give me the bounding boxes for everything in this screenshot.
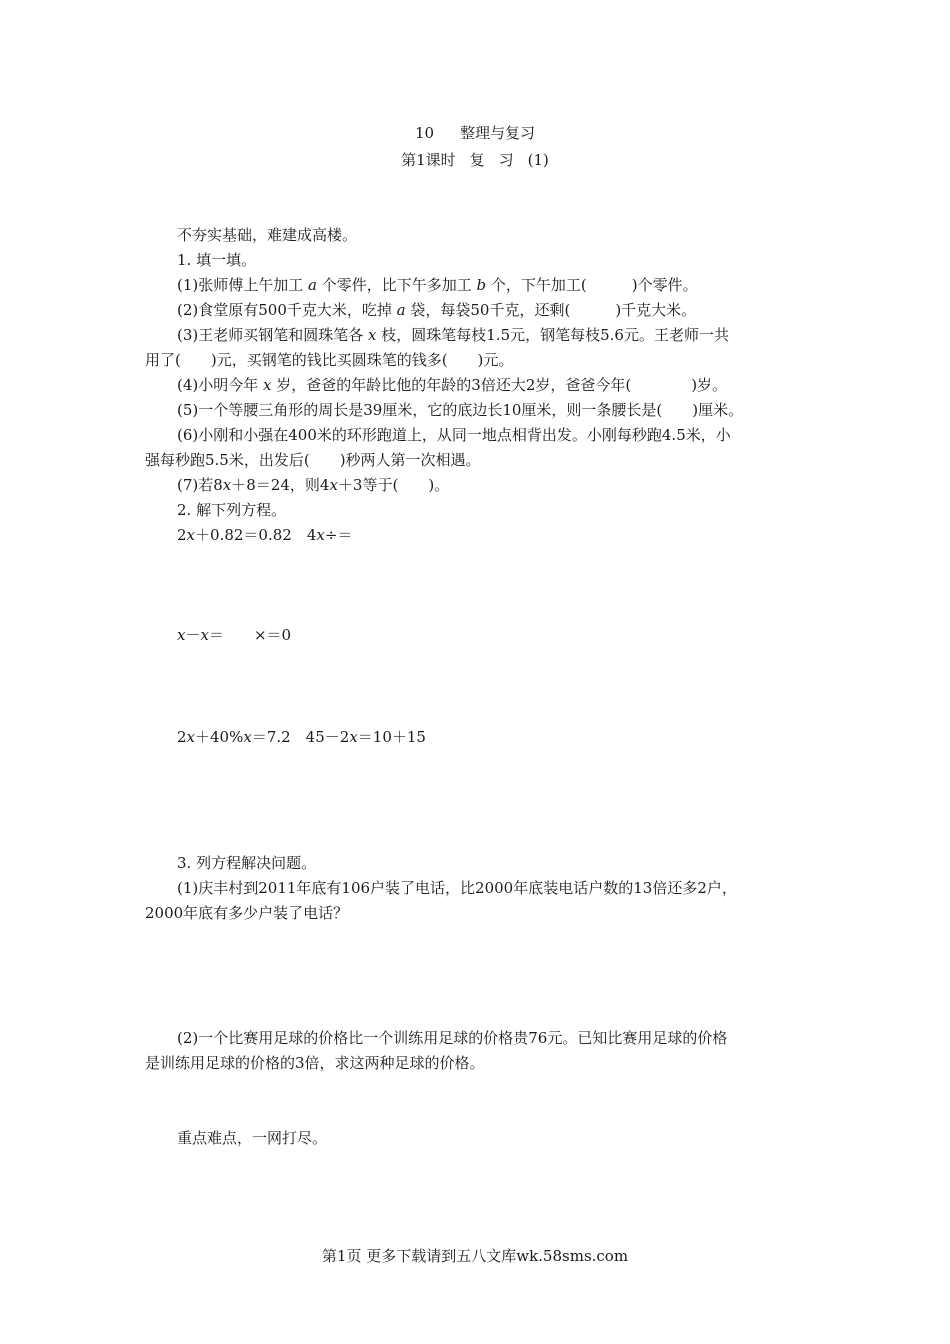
lesson-title: [0, 149, 950, 170]
unit-title: [0, 122, 950, 143]
equation-row-2: x－x＝ ×＝0: [177, 626, 292, 644]
lesson-number: 第1课时: [401, 151, 456, 169]
unit-name: 整理与复习: [460, 124, 536, 142]
intro-motto: 不夯实基础，难建成高楼。: [177, 226, 358, 244]
q4: (4)小明今年 x 岁，爸爸的年龄比他的年龄的3倍还大2岁，爸爸今年( )岁。: [177, 376, 728, 394]
key-points-heading: 重点难点，一网打尽。: [177, 1129, 328, 1147]
equation-row-1: 2x＋0.82＝0.82 4x÷＝: [177, 526, 353, 544]
q3-line-2: 用了( )元，买钢笔的钱比买圆珠笔的钱多( )元。: [145, 351, 514, 369]
page-footer: 第1页 更多下载请到五八文库wk.58sms.com: [321, 1247, 629, 1265]
lesson-char-2: 习: [498, 151, 514, 169]
q3-line-1: (3)王老师买钢笔和圆珠笔各 x 枝，圆珠笔每枝1.5元，钢笔每枝5.6元。王老师一共: [177, 326, 729, 344]
q2: (2)食堂原有500千克大米，吃掉 a 袋，每袋50千克，还剩( )千克大米。: [177, 301, 697, 319]
unit-number: 10: [414, 124, 435, 142]
q6-line-2: 强每秒跑5.5米，出发后( )秒两人第一次相遇。: [145, 451, 481, 469]
problem-2-line-1: (2)一个比赛用足球的价格比一个训练用足球的价格贵76元。已知比赛用足球的价格: [177, 1029, 728, 1047]
q6-line-1: (6)小刚和小强在400米的环形跑道上，从同一地点相背出发。小刚每秒跑4.5米，小: [177, 426, 731, 444]
lesson-part: (1): [527, 151, 549, 169]
q5: (5)一个等腰三角形的周长是39厘米，它的底边长10厘米，则一条腰长是( )厘米。: [177, 401, 744, 419]
section-2-heading: 2. 解下列方程。: [177, 501, 287, 519]
problem-2-line-2: 是训练用足球的价格的3倍，求这两种足球的价格。: [145, 1054, 485, 1072]
equation-row-3: 2x＋40%x＝7.2 45－2x＝10＋15: [177, 728, 426, 746]
q7: (7)若8x＋8＝24，则4x＋3等于( )。: [177, 476, 450, 494]
lesson-char-1: 复: [469, 151, 485, 169]
section-1-heading: 1. 填一填。: [177, 251, 257, 269]
section-3-heading: 3. 列方程解决问题。: [177, 854, 317, 872]
q1: (1)张师傅上午加工 a 个零件，比下午多加工 b 个，下午加工( )个零件。: [177, 276, 698, 294]
problem-1-line-1: (1)庆丰村到2011年底有106户装了电话，比2000年底装电话户数的13倍还多2户，: [177, 879, 737, 897]
problem-1-line-2: 2000年底有多少户装了电话？: [145, 904, 349, 922]
